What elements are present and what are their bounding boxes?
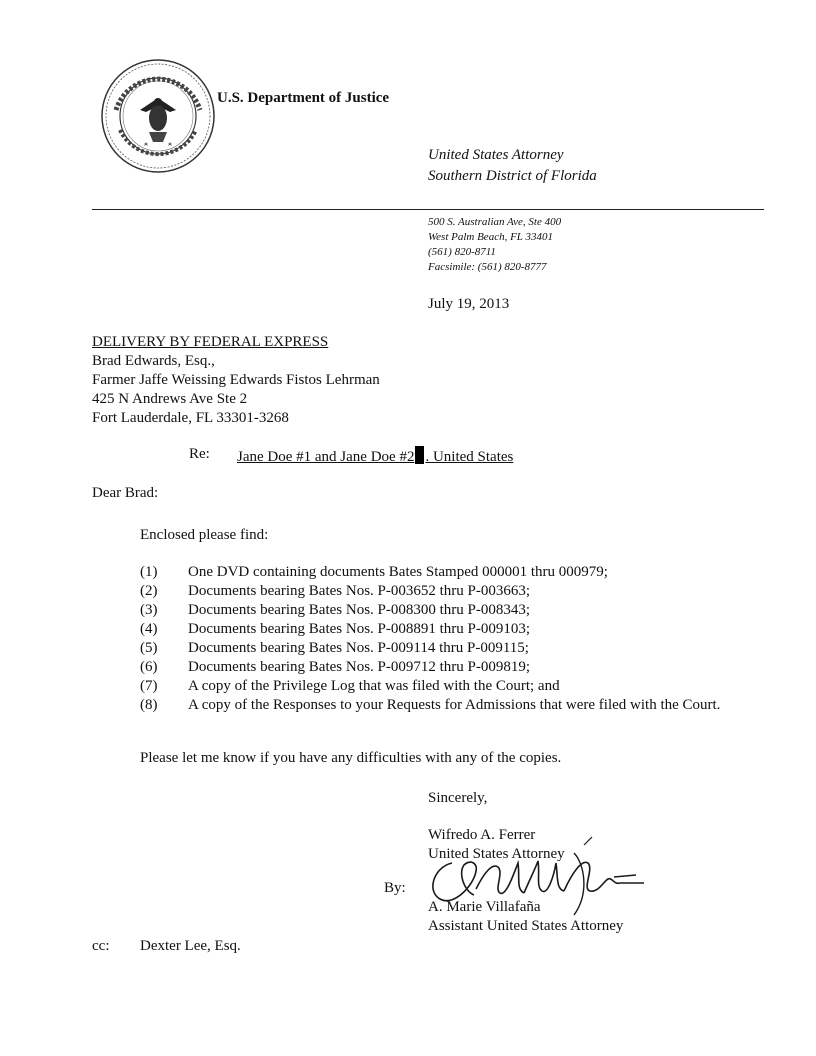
signer-details [428, 898, 623, 936]
item-text: A copy of the Responses to your Requests for Admissions that were filed with the Court. [188, 697, 721, 713]
list-item [140, 639, 730, 658]
recipient-street: 425 N Andrews Ave Ste 2 [92, 391, 248, 407]
header-divider [92, 209, 764, 210]
item-number: (5) [140, 640, 158, 656]
item-number: (4) [140, 621, 158, 637]
list-item [140, 620, 730, 639]
attorney-title: United States Attorney [428, 846, 565, 862]
letter-date: July 19, 2013 [428, 296, 510, 312]
valediction: Sincerely, [428, 790, 488, 806]
item-text: A copy of the Privilege Log that was filed with the Court; and [188, 678, 560, 694]
doj-seal-logo [100, 58, 216, 174]
list-item [140, 582, 730, 601]
list-item [140, 563, 730, 582]
salutation: Dear Brad: [92, 485, 159, 501]
body-intro: Enclosed please find: [140, 527, 269, 543]
re-subject [237, 446, 513, 466]
recipient-name: Brad Edwards, Esq., [92, 353, 215, 369]
address-fax: Facsimile: (561) 820-8777 [428, 261, 547, 273]
list-item [140, 696, 730, 715]
list-item [140, 677, 730, 696]
item-number: (2) [140, 583, 158, 599]
item-text: Documents bearing Bates Nos. P-008891 thru P-009103; [188, 621, 531, 637]
address-line: West Palm Beach, FL 33401 [428, 231, 553, 243]
re-subject-part: . United States [425, 449, 514, 465]
cc-recipient: Dexter Lee, Esq. [140, 938, 241, 954]
office-title: United States Attorney [428, 147, 564, 163]
department-name: U.S. Department of Justice [217, 90, 390, 106]
delivery-method: DELIVERY BY FEDERAL EXPRESS [92, 334, 329, 350]
enclosure-list [140, 563, 730, 715]
recipient-block [92, 333, 380, 428]
item-number: (6) [140, 659, 158, 675]
list-item [140, 601, 730, 620]
signer-title: Assistant United States Attorney [428, 918, 624, 934]
address-line: 500 S. Australian Ave, Ste 400 [428, 216, 562, 228]
closing-paragraph: Please let me know if you have any difficulties with any of the copies. [140, 750, 562, 766]
recipient-city: Fort Lauderdale, FL 33301-3268 [92, 410, 289, 426]
cc-label: cc: [92, 938, 110, 954]
item-text: Documents bearing Bates Nos. P-003652 thru P-003663; [188, 583, 531, 599]
signer-name: A. Marie Villafaña [428, 899, 541, 915]
re-subject-part: Jane Doe #1 and Jane Doe #2 [237, 449, 415, 465]
redaction-block [415, 446, 424, 464]
item-text: Documents bearing Bates Nos. P-008300 thru P-008343; [188, 602, 531, 618]
item-number: (1) [140, 564, 158, 580]
item-text: Documents bearing Bates Nos. P-009114 thru P-009115; [188, 640, 529, 656]
attorney-name: Wifredo A. Ferrer [428, 827, 536, 843]
item-number: (7) [140, 678, 158, 694]
re-label: Re: [189, 446, 210, 462]
list-item [140, 658, 730, 677]
office-district: Southern District of Florida [428, 168, 597, 184]
address-phone: (561) 820-8711 [428, 246, 496, 258]
recipient-firm: Farmer Jaffe Weissing Edwards Fistos Lehrman [92, 372, 380, 388]
item-number: (3) [140, 602, 158, 618]
office-address [428, 215, 561, 275]
by-label: By: [384, 880, 406, 896]
item-text: One DVD containing documents Bates Stamped 000001 thru 000979; [188, 564, 608, 580]
item-number: (8) [140, 697, 158, 713]
item-text: Documents bearing Bates Nos. P-009712 thru P-009819; [188, 659, 531, 675]
office-block [428, 145, 597, 187]
